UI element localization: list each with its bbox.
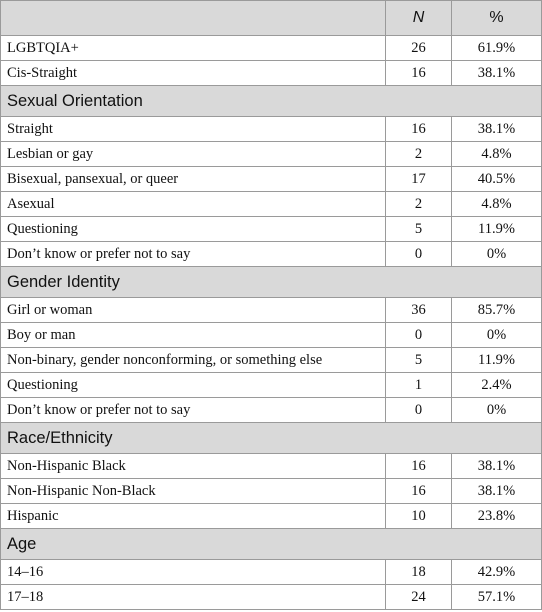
row-label-cell: 17–18 <box>1 585 386 610</box>
table-row <box>1 348 542 373</box>
table-row <box>1 585 542 610</box>
section-header-row <box>1 267 542 298</box>
row-label-cell: Cis-Straight <box>1 61 386 86</box>
section-header-row <box>1 86 542 117</box>
row-label-cell: LGBTQIA+ <box>1 36 386 61</box>
table-row <box>1 217 542 242</box>
row-label-cell: Don’t know or prefer not to say <box>1 398 386 423</box>
table-row <box>1 61 542 86</box>
row-n-cell: 0 <box>386 323 452 348</box>
header-percent-cell: % <box>452 1 542 36</box>
table-row <box>1 560 542 585</box>
row-percent-cell: 0% <box>452 323 542 348</box>
row-label-cell: Questioning <box>1 217 386 242</box>
section-title: Race/Ethnicity <box>1 423 542 454</box>
row-percent-cell: 11.9% <box>452 217 542 242</box>
row-n-cell: 16 <box>386 61 452 86</box>
section-title: Gender Identity <box>1 267 542 298</box>
row-label-cell: Don’t know or prefer not to say <box>1 242 386 267</box>
row-label-cell: Straight <box>1 117 386 142</box>
row-n-cell: 17 <box>386 167 452 192</box>
row-label-cell: Non-Hispanic Black <box>1 454 386 479</box>
row-n-cell: 10 <box>386 504 452 529</box>
row-percent-cell: 40.5% <box>452 167 542 192</box>
row-n-cell: 16 <box>386 479 452 504</box>
table-row <box>1 454 542 479</box>
row-percent-cell: 38.1% <box>452 117 542 142</box>
row-percent-cell: 0% <box>452 242 542 267</box>
row-n-cell: 24 <box>386 585 452 610</box>
table-row <box>1 117 542 142</box>
table-row <box>1 36 542 61</box>
row-percent-cell: 57.1% <box>452 585 542 610</box>
row-percent-cell: 11.9% <box>452 348 542 373</box>
row-n-cell: 0 <box>386 398 452 423</box>
row-percent-cell: 2.4% <box>452 373 542 398</box>
row-percent-cell: 4.8% <box>452 192 542 217</box>
section-title: Age <box>1 529 542 560</box>
row-n-cell: 36 <box>386 298 452 323</box>
row-label-cell: Hispanic <box>1 504 386 529</box>
table-row <box>1 373 542 398</box>
row-label-cell: Questioning <box>1 373 386 398</box>
row-label-cell: Bisexual, pansexual, or queer <box>1 167 386 192</box>
row-n-cell: 18 <box>386 560 452 585</box>
table-row <box>1 398 542 423</box>
section-header-row <box>1 529 542 560</box>
row-percent-cell: 4.8% <box>452 142 542 167</box>
row-n-cell: 5 <box>386 217 452 242</box>
table-row <box>1 323 542 348</box>
row-label-cell: Non-Hispanic Non-Black <box>1 479 386 504</box>
table-row <box>1 479 542 504</box>
header-label-cell <box>1 1 386 36</box>
row-label-cell: Asexual <box>1 192 386 217</box>
row-percent-cell: 61.9% <box>452 36 542 61</box>
table-row <box>1 192 542 217</box>
row-percent-cell: 38.1% <box>452 61 542 86</box>
section-header-row <box>1 423 542 454</box>
header-n-cell: N <box>386 1 452 36</box>
row-n-cell: 1 <box>386 373 452 398</box>
table-body <box>1 1 542 610</box>
header-row <box>1 1 542 36</box>
row-n-cell: 16 <box>386 117 452 142</box>
row-percent-cell: 42.9% <box>452 560 542 585</box>
row-n-cell: 2 <box>386 192 452 217</box>
row-percent-cell: 23.8% <box>452 504 542 529</box>
row-percent-cell: 85.7% <box>452 298 542 323</box>
row-percent-cell: 0% <box>452 398 542 423</box>
row-label-cell: 14–16 <box>1 560 386 585</box>
row-n-cell: 0 <box>386 242 452 267</box>
row-label-cell: Non-binary, gender nonconforming, or something else <box>1 348 386 373</box>
row-n-cell: 2 <box>386 142 452 167</box>
table-row <box>1 298 542 323</box>
row-n-cell: 5 <box>386 348 452 373</box>
table-row <box>1 504 542 529</box>
row-percent-cell: 38.1% <box>452 454 542 479</box>
table-row <box>1 142 542 167</box>
row-label-cell: Boy or man <box>1 323 386 348</box>
section-title: Sexual Orientation <box>1 86 542 117</box>
row-percent-cell: 38.1% <box>452 479 542 504</box>
row-label-cell: Lesbian or gay <box>1 142 386 167</box>
table-row <box>1 167 542 192</box>
table-row <box>1 242 542 267</box>
row-n-cell: 16 <box>386 454 452 479</box>
row-n-cell: 26 <box>386 36 452 61</box>
row-label-cell: Girl or woman <box>1 298 386 323</box>
